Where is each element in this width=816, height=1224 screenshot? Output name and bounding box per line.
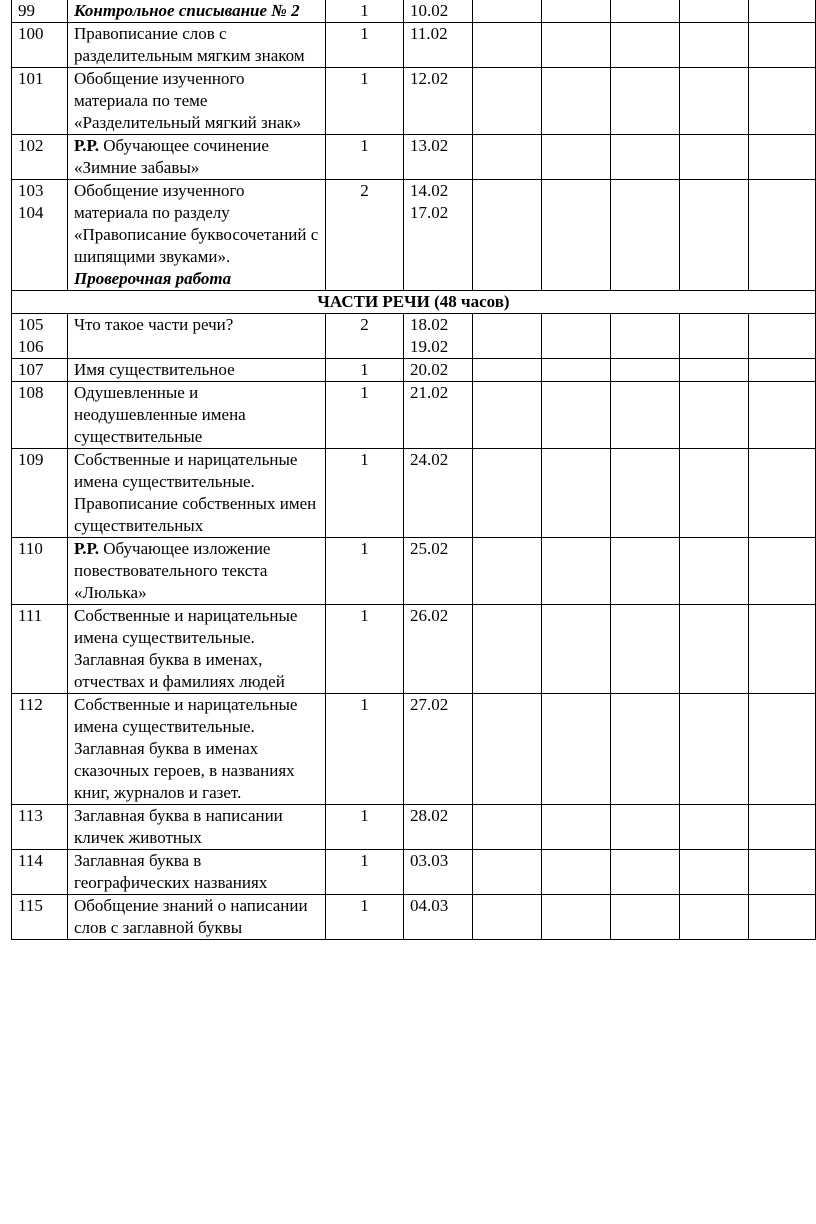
empty-cell	[680, 805, 749, 850]
lesson-date: 26.02	[410, 606, 449, 625]
lesson-number-cell	[12, 0, 68, 23]
lesson-date: 28.02	[410, 806, 449, 825]
lesson-hours: 2	[326, 314, 404, 359]
empty-cell	[542, 449, 611, 538]
empty-cell	[749, 605, 816, 694]
lesson-topic-cell	[68, 23, 326, 68]
empty-cell	[680, 605, 749, 694]
empty-cell	[749, 0, 816, 23]
empty-cell	[749, 382, 816, 449]
empty-cell	[749, 895, 816, 940]
lesson-topic-text: Обобщение изученного материала по разделу «Правописание буквосочетаний с шипящими звуками».	[74, 181, 319, 266]
empty-cell	[749, 538, 816, 605]
empty-cell	[473, 359, 542, 382]
lesson-number: 110	[18, 539, 43, 558]
lesson-hours: 1	[326, 895, 404, 940]
lesson-number: 105	[18, 315, 44, 334]
lesson-topic-cell	[68, 68, 326, 135]
lesson-topic-emphasis: Р.Р.	[74, 136, 100, 155]
table-row	[12, 805, 816, 850]
lesson-topic-text: Обобщение изученного материала по теме «Разделительный мягкий знак»	[74, 69, 302, 132]
lesson-number: 103	[18, 181, 44, 200]
lesson-date-cell	[404, 850, 473, 895]
empty-cell	[749, 359, 816, 382]
lesson-number: 112	[18, 695, 43, 714]
empty-cell	[680, 449, 749, 538]
lesson-number: 106	[18, 337, 44, 356]
empty-cell	[611, 694, 680, 805]
lesson-number: 115	[18, 896, 43, 915]
empty-cell	[749, 694, 816, 805]
empty-cell	[611, 23, 680, 68]
empty-cell	[749, 805, 816, 850]
empty-cell	[611, 538, 680, 605]
lesson-date: 12.02	[410, 69, 449, 88]
lesson-topic-text: Что такое части речи?	[74, 315, 234, 334]
table-row	[12, 314, 816, 359]
empty-cell	[473, 382, 542, 449]
empty-cell	[542, 382, 611, 449]
lesson-date: 27.02	[410, 695, 449, 714]
lesson-date: 20.02	[410, 360, 449, 379]
empty-cell	[473, 314, 542, 359]
lesson-date-cell	[404, 314, 473, 359]
lesson-date-cell	[404, 180, 473, 291]
table-row	[12, 895, 816, 940]
empty-cell	[680, 0, 749, 23]
lesson-hours: 2	[326, 180, 404, 291]
lesson-date-cell	[404, 0, 473, 23]
lesson-date-cell	[404, 359, 473, 382]
lesson-topic-cell	[68, 0, 326, 23]
empty-cell	[680, 538, 749, 605]
empty-cell	[542, 805, 611, 850]
empty-cell	[473, 805, 542, 850]
lesson-number: 107	[18, 360, 44, 379]
table-row	[12, 68, 816, 135]
lesson-hours: 1	[326, 605, 404, 694]
empty-cell	[542, 850, 611, 895]
empty-cell	[749, 449, 816, 538]
lesson-date-cell	[404, 23, 473, 68]
empty-cell	[680, 382, 749, 449]
lesson-date: 19.02	[410, 337, 449, 356]
lesson-topic-text: Собственные и нарицательные имена существительные. Заглавная буква в именах, отчествах и фамилиях людей	[74, 606, 298, 691]
empty-cell	[473, 605, 542, 694]
empty-cell	[542, 538, 611, 605]
table-row	[12, 449, 816, 538]
lesson-number-cell	[12, 180, 68, 291]
lesson-number: 99	[18, 1, 35, 20]
lesson-topic-text: Имя существительное	[74, 360, 235, 379]
lesson-date: 11.02	[410, 24, 448, 43]
lesson-number-cell	[12, 135, 68, 180]
empty-cell	[542, 68, 611, 135]
lesson-date-cell	[404, 68, 473, 135]
empty-cell	[749, 314, 816, 359]
lesson-number: 113	[18, 806, 43, 825]
empty-cell	[542, 895, 611, 940]
lesson-hours: 1	[326, 850, 404, 895]
empty-cell	[749, 135, 816, 180]
empty-cell	[611, 850, 680, 895]
empty-cell	[473, 694, 542, 805]
lesson-number-cell	[12, 850, 68, 895]
empty-cell	[680, 895, 749, 940]
table-row	[12, 538, 816, 605]
empty-cell	[680, 135, 749, 180]
empty-cell	[611, 314, 680, 359]
empty-cell	[680, 850, 749, 895]
lesson-hours: 1	[326, 694, 404, 805]
lesson-date: 25.02	[410, 539, 449, 558]
table-row	[12, 694, 816, 805]
empty-cell	[542, 605, 611, 694]
lesson-number-cell	[12, 805, 68, 850]
empty-cell	[749, 23, 816, 68]
lesson-topic-text: Обучающее изложение повествовательного текста «Люлька»	[74, 539, 271, 602]
table-row	[12, 605, 816, 694]
lesson-date: 13.02	[410, 136, 449, 155]
empty-cell	[473, 23, 542, 68]
lesson-topic-cell	[68, 850, 326, 895]
lesson-topic-cell	[68, 135, 326, 180]
empty-cell	[611, 895, 680, 940]
empty-cell	[749, 180, 816, 291]
lesson-topic-text: Собственные и нарицательные имена существительные. Заглавная буква в именах сказочных героев, в названиях книг, журналов и газет.	[74, 695, 298, 802]
lesson-plan-table	[11, 0, 816, 940]
lesson-hours: 1	[326, 68, 404, 135]
lesson-topic-text: Заглавная буква в написании кличек животных	[74, 806, 283, 847]
lesson-topic-cell	[68, 538, 326, 605]
lesson-date: 10.02	[410, 1, 449, 20]
empty-cell	[611, 449, 680, 538]
lesson-number-cell	[12, 382, 68, 449]
lesson-number: 104	[18, 203, 44, 222]
empty-cell	[473, 850, 542, 895]
table-row	[12, 180, 816, 291]
lesson-date: 14.02	[410, 181, 449, 200]
lesson-number-cell	[12, 538, 68, 605]
lesson-date-cell	[404, 135, 473, 180]
table-body-after	[12, 314, 816, 940]
empty-cell	[680, 694, 749, 805]
lesson-topic-emphasis: Контрольное списывание № 2	[74, 1, 300, 20]
lesson-topic-cell	[68, 605, 326, 694]
empty-cell	[611, 68, 680, 135]
lesson-date: 18.02	[410, 315, 449, 334]
lesson-topic-emphasis: Проверочная работа	[74, 269, 232, 288]
empty-cell	[542, 694, 611, 805]
lesson-number-cell	[12, 694, 68, 805]
empty-cell	[473, 68, 542, 135]
lesson-topic-text: Правописание слов с разделительным мягким знаком	[74, 24, 305, 65]
lesson-number-cell	[12, 68, 68, 135]
lesson-number-cell	[12, 314, 68, 359]
empty-cell	[680, 314, 749, 359]
lesson-topic-text: Одушевленные и неодушевленные имена существительные	[74, 383, 246, 446]
lesson-date: 21.02	[410, 383, 449, 402]
lesson-topic-text: Заглавная буква в географических названиях	[74, 851, 268, 892]
empty-cell	[680, 359, 749, 382]
lesson-hours: 1	[326, 382, 404, 449]
lesson-topic-cell	[68, 805, 326, 850]
empty-cell	[473, 180, 542, 291]
lesson-hours: 1	[326, 135, 404, 180]
section-header-group	[12, 291, 816, 314]
empty-cell	[542, 135, 611, 180]
lesson-number: 108	[18, 383, 44, 402]
lesson-topic-text: Обучающее сочинение «Зимние забавы»	[74, 136, 269, 177]
lesson-number-cell	[12, 895, 68, 940]
empty-cell	[611, 382, 680, 449]
empty-cell	[542, 0, 611, 23]
lesson-topic-cell	[68, 449, 326, 538]
lesson-date-cell	[404, 538, 473, 605]
empty-cell	[611, 605, 680, 694]
empty-cell	[611, 359, 680, 382]
lesson-number-cell	[12, 23, 68, 68]
table-row	[12, 135, 816, 180]
empty-cell	[611, 135, 680, 180]
empty-cell	[473, 895, 542, 940]
table-row	[12, 850, 816, 895]
empty-cell	[611, 0, 680, 23]
table-body-before	[12, 0, 816, 291]
empty-cell	[542, 314, 611, 359]
lesson-date: 04.03	[410, 896, 449, 915]
lesson-topic-cell	[68, 180, 326, 291]
empty-cell	[473, 0, 542, 23]
lesson-hours: 1	[326, 449, 404, 538]
lesson-topic-text: Собственные и нарицательные имена существительные. Правописание собственных имен существительных	[74, 450, 317, 535]
empty-cell	[473, 449, 542, 538]
empty-cell	[680, 68, 749, 135]
empty-cell	[473, 135, 542, 180]
lesson-topic-cell	[68, 382, 326, 449]
lesson-topic-cell	[68, 895, 326, 940]
lesson-hours: 1	[326, 359, 404, 382]
lesson-date-cell	[404, 805, 473, 850]
lesson-number-cell	[12, 359, 68, 382]
empty-cell	[680, 180, 749, 291]
lesson-number: 101	[18, 69, 44, 88]
table-row	[12, 359, 816, 382]
lesson-topic-cell	[68, 314, 326, 359]
empty-cell	[680, 23, 749, 68]
lesson-topic-cell	[68, 359, 326, 382]
lesson-number: 109	[18, 450, 44, 469]
empty-cell	[611, 805, 680, 850]
lesson-date: 24.02	[410, 450, 449, 469]
lesson-number-cell	[12, 449, 68, 538]
lesson-date-cell	[404, 382, 473, 449]
lesson-date: 17.02	[410, 203, 449, 222]
lesson-topic-emphasis: Р.Р.	[74, 539, 100, 558]
lesson-number: 100	[18, 24, 44, 43]
lesson-number: 111	[18, 606, 43, 625]
lesson-hours: 1	[326, 23, 404, 68]
lesson-date: 03.03	[410, 851, 449, 870]
lesson-hours: 1	[326, 538, 404, 605]
lesson-topic-text: Обобщение знаний о написании слов с заглавной буквы	[74, 896, 308, 937]
lesson-number: 102	[18, 136, 44, 155]
section-title: ЧАСТИ РЕЧИ (48 часов)	[12, 291, 816, 314]
section-header-row	[12, 291, 816, 314]
lesson-date-cell	[404, 605, 473, 694]
table-row	[12, 0, 816, 23]
empty-cell	[542, 359, 611, 382]
lesson-date-cell	[404, 449, 473, 538]
empty-cell	[749, 850, 816, 895]
lesson-hours: 1	[326, 0, 404, 23]
lesson-date-cell	[404, 694, 473, 805]
table-row	[12, 23, 816, 68]
empty-cell	[473, 538, 542, 605]
lesson-date-cell	[404, 895, 473, 940]
empty-cell	[542, 180, 611, 291]
lesson-topic-cell	[68, 694, 326, 805]
empty-cell	[749, 68, 816, 135]
lesson-number-cell	[12, 605, 68, 694]
lesson-hours: 1	[326, 805, 404, 850]
lesson-number: 114	[18, 851, 43, 870]
table-row	[12, 382, 816, 449]
empty-cell	[611, 180, 680, 291]
empty-cell	[542, 23, 611, 68]
